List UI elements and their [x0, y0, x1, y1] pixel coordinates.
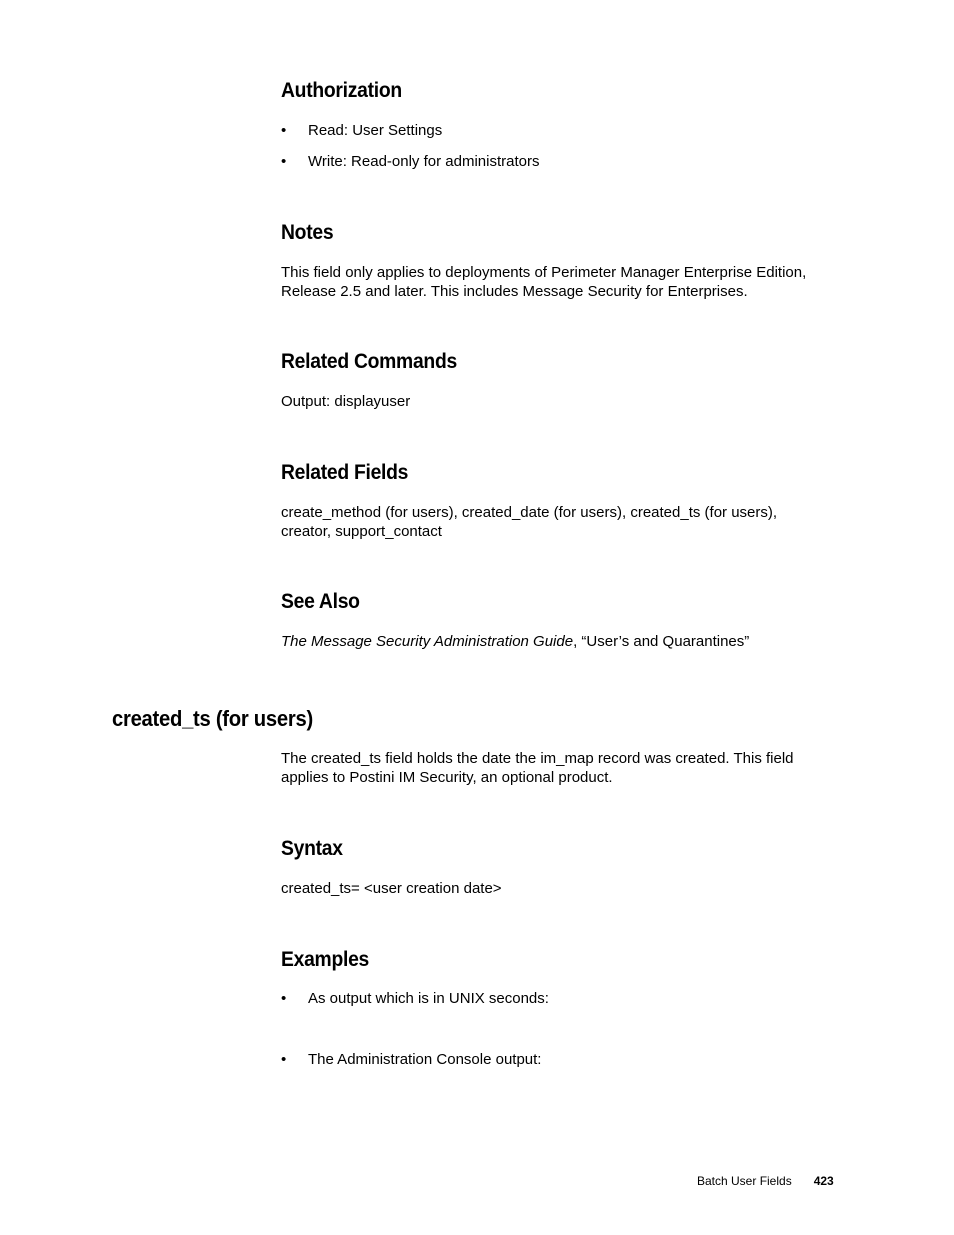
page-footer: [697, 1174, 834, 1189]
see-also-heading: See Also: [281, 590, 360, 613]
notes-paragraph: [281, 263, 841, 301]
page-number: 423: [813, 1174, 834, 1188]
notes-line-1: This field only applies to deployments of Perimeter Manager Enterprise Edition,: [281, 264, 807, 281]
examples-heading: Examples: [281, 948, 370, 971]
bullet-glyph: •: [281, 153, 287, 170]
bullet-glyph: •: [281, 1051, 287, 1068]
list-item-text: Read: User Settings: [308, 122, 443, 139]
related-fields-line-2: creator, support_contact: [281, 523, 442, 540]
list-item-text: The Administration Console output:: [308, 1051, 542, 1068]
guide-title: The Message Security Administration Guide: [281, 633, 574, 650]
list-item-text: As output which is in UNIX seconds:: [308, 990, 549, 1007]
notes-heading: Notes: [281, 221, 334, 244]
related-fields-heading: Related Fields: [281, 461, 409, 484]
footer-section-title: Batch User Fields: [697, 1174, 792, 1188]
related-commands-heading: Related Commands: [281, 350, 457, 373]
syntax-text: created_ts= <user creation date>: [281, 880, 502, 897]
created-ts-line-1: The created_ts field holds the date the im_map record was created. This field: [281, 750, 794, 767]
authorization-heading: Authorization: [281, 79, 402, 102]
syntax-heading: Syntax: [281, 837, 343, 860]
notes-line-2: Release 2.5 and later. This includes Message Security for Enterprises.: [281, 283, 748, 300]
bullet-glyph: •: [281, 990, 287, 1007]
related-commands-text: Output: displayuser: [281, 393, 411, 410]
see-also-rest: , “User’s and Quarantines”: [573, 633, 750, 650]
bullet-glyph: •: [281, 122, 287, 139]
created-ts-paragraph: [281, 749, 841, 787]
see-also-text: [281, 632, 841, 651]
created-ts-heading: created_ts (for users): [112, 706, 313, 731]
related-fields-line-1: create_method (for users), created_date (for users), created_ts (for users),: [281, 504, 778, 521]
created-ts-line-2: applies to Postini IM Security, an optional product.: [281, 769, 613, 786]
related-fields-paragraph: [281, 503, 841, 541]
list-item-text: Write: Read-only for administrators: [308, 153, 540, 170]
